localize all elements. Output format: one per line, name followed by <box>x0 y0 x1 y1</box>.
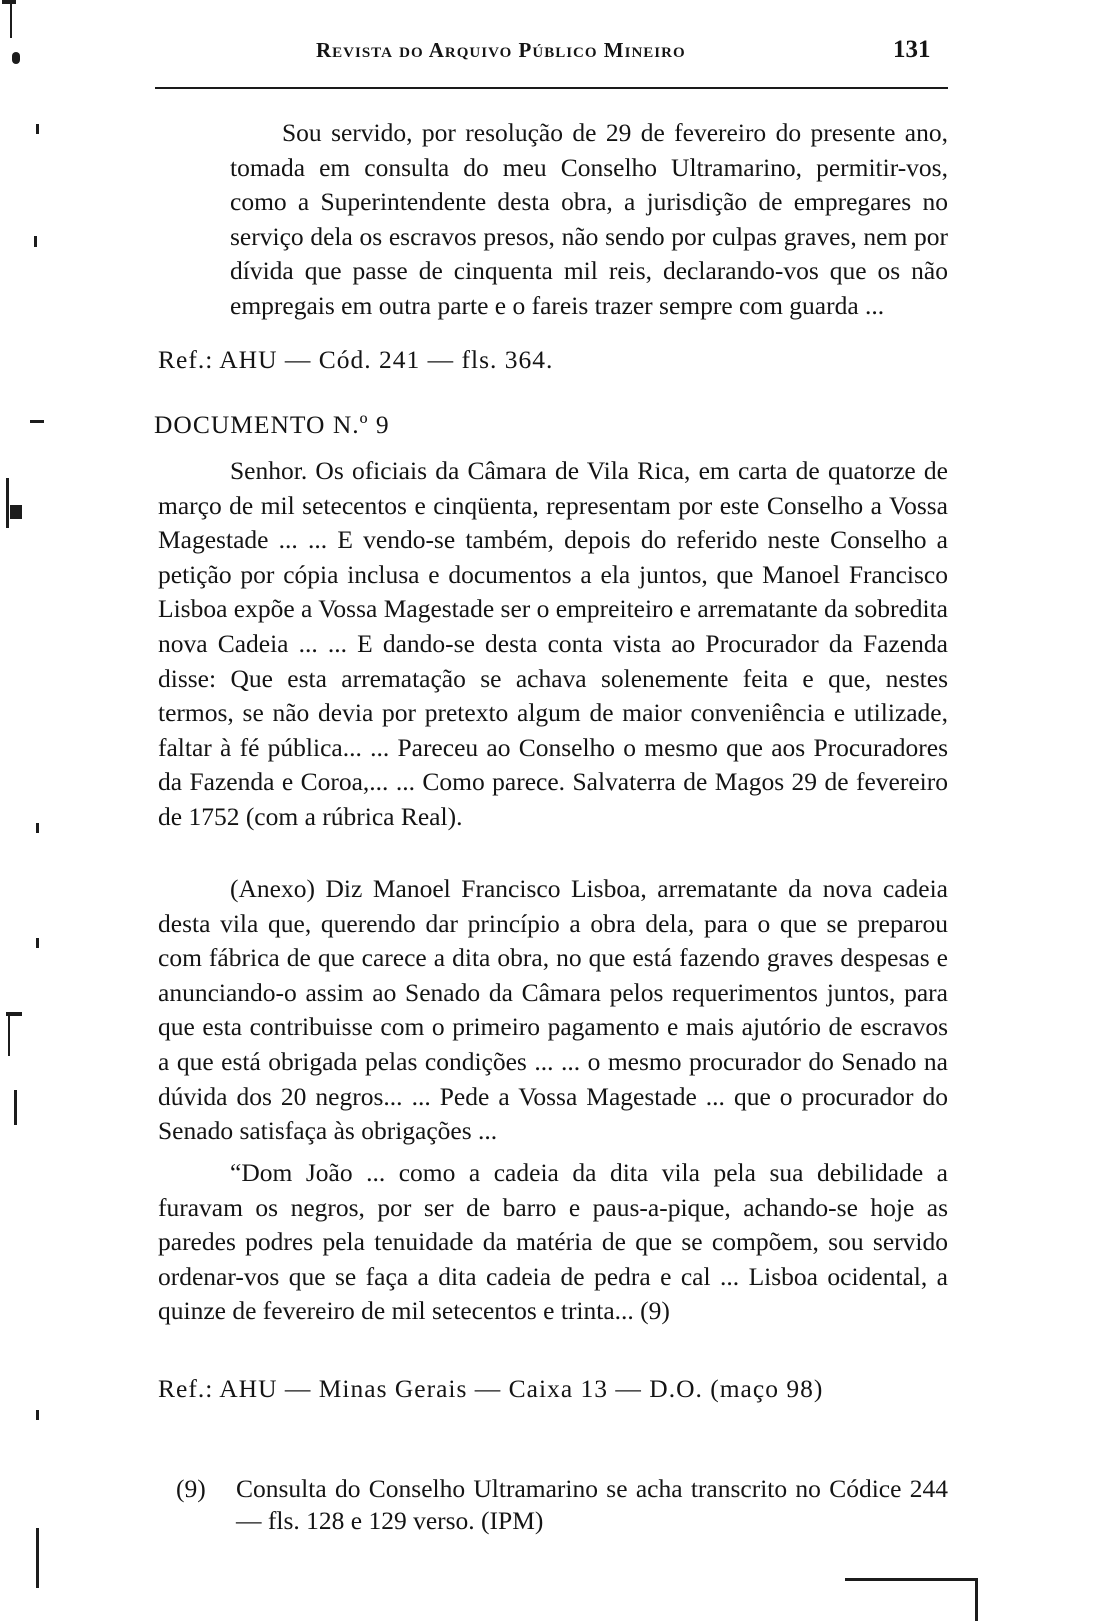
scan-frame-corner <box>845 1578 978 1621</box>
scan-mark <box>2 0 16 4</box>
scan-mark <box>30 420 44 423</box>
scan-mark <box>10 505 22 519</box>
footnote-text: Consulta do Conselho Ultramarino se acha transcrito no Códice 244 — fls. 128 e 129 verso. (IPM) <box>236 1474 948 1535</box>
running-title: Revista do Arquivo Público Mineiro <box>316 38 686 62</box>
scan-mark <box>36 124 39 134</box>
paragraph-royal-order: Sou servido, por resolução de 29 de fevereiro do presente ano, tomada em consulta do meu Conselho Ultramarino, permitir-vos, como a Superintendente desta obra, a jurisdição de empregares no serviço dela os escravos presos, não sendo por culpas graves, nem por dívida que passe de cinquenta mil reis, declarando-vos que os não empregais em outra parte e o fareis trazer sempre com guarda ... <box>230 118 948 320</box>
paragraph-senhor: Senhor. Os oficiais da Câmara de Vila Rica, em carta de quatorze de março de mil setecentos e cinqüenta, representam por este Conselho a Vossa Magestade ... ... E vendo-se também, depois do referido neste Conselho a petição por cópia inclusa e documentos a ela juntos, que Manoel Francisco Lisboa expõe a Vossa Magestade ser o empreiteiro e arrematante da sobredita nova Cadeia ... ... E dando-se desta conta vista ao Procurador da Fazenda disse: Que esta arrematação se achava solenemente feita e que, nestes termos, se não devia por pretexto algum de maior conveniência e utilizade, faltar à fé pública... ... Pareceu ao Conselho o mesmo que aos Procuradores da Fazenda e Coroa,... ... Como parece. Salvaterra de Magos 29 de fevereiro de 1752 (com a rúbrica Real). <box>158 456 948 831</box>
footnote-marker: (9) <box>176 1474 206 1503</box>
scan-mark <box>14 1090 17 1125</box>
reference-citation: Ref.: AHU — Minas Gerais — Caixa 13 — D.O. (maço 98) <box>158 1374 824 1403</box>
paragraph-anexo: (Anexo) Diz Manoel Francisco Lisboa, arrematante da nova cadeia desta vila que, querendo dar princípio a obra dela, para o que se preparou com fábrica de que carece a dita obra, no que está fazendo graves despesas e anunciando-o assim ao Senado da Câmara pelos requerimentos juntos, para que esta contribuisse com o primeiro pagamento e mais ajutório de escravos a que está obrigada pelas condições ... ... o mesmo procurador do Senado na dúvida dos 20 negros... ... Pede a Vossa Magestade ... que o procurador do Senado satisfaça às obrigações ... <box>158 874 948 1146</box>
scan-mark <box>34 236 37 247</box>
scan-mark <box>6 478 9 528</box>
reference-citation: Ref.: AHU — Cód. 241 — fls. 364. <box>158 345 554 374</box>
scan-mark <box>36 938 39 948</box>
scan-mark <box>12 52 20 64</box>
paragraph-dom-joao: “Dom João ... como a cadeia da dita vila pela sua debilidade a furavam os negros, por ser de barro e paus-a-pique, achando-se hoje as paredes podres pela tenuidade da matéria de que se compõem, sou servido ordenar-vos que se faça a dita cadeia de pedra e cal ... Lisboa ocidental, a quinze de fevereiro de mil setecentos e trinta... (9) <box>158 1158 948 1326</box>
document-heading: DOCUMENTO N.º 9 <box>154 410 390 439</box>
scan-mark <box>8 1016 10 1056</box>
scan-mark <box>10 0 12 38</box>
page-number: 131 <box>893 36 931 63</box>
scan-mark <box>36 823 39 833</box>
scan-mark <box>36 1410 39 1420</box>
scan-mark <box>36 1528 39 1588</box>
header-rule <box>155 87 948 89</box>
